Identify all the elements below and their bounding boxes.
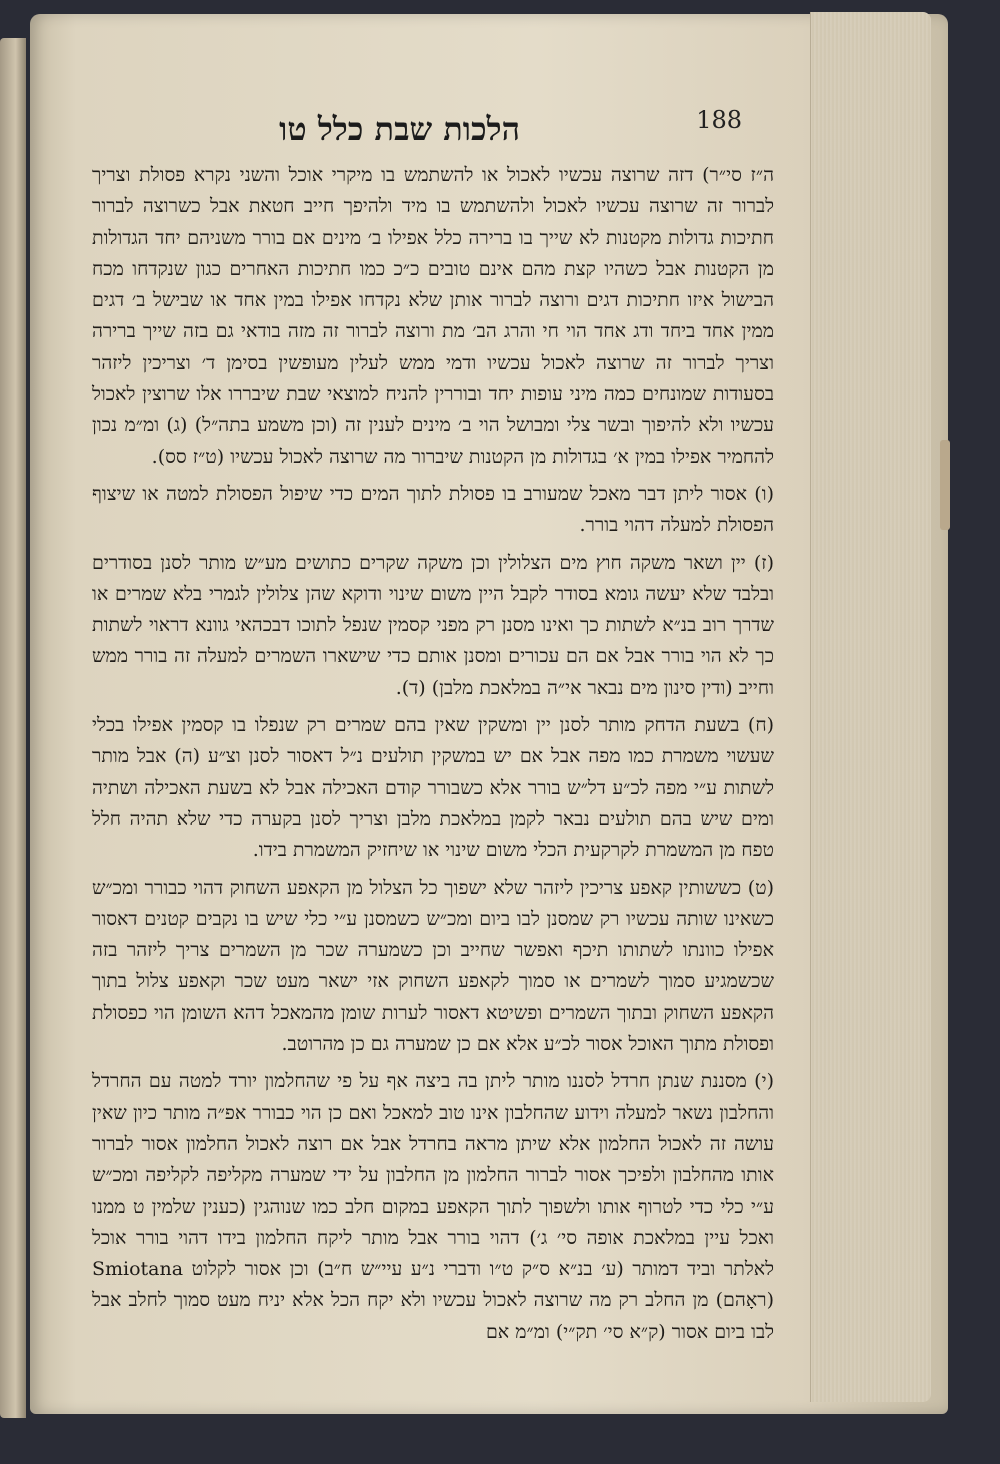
paragraph-7: (ז) יין ושאר משקה חוץ מים הצלולין וכן משקה שקרים כתושים מע״ש מותר לסנן בסודרים ובלבד שלא יעשה גומא בסודר לקבל היין משום שינוי ודוקא שהן צלולין לגמרי בלא שמרים או שדרך רוב בנ״א לשתות כך ואינו מסנן רק מפני קסמין שנפל לתוכו דבכהאי גוונא דראוי לשתות כך לא הוי בורר אבל אם הם עכורים ומסנן אותם כדי שישארו השמרים למעלה זה בורר ממש וחייב (ודין סינון מים נבאר אי״ה במלאכת מלבן) (ד). xyxy=(92,551,774,699)
paragraph-8: (ח) בשעת הדחק מותר לסנן יין ומשקין שאין בהם שמרים רק שנפלו בו קסמין אפילו בכלי שעשוי משמרת כמו מפה אבל אם יש במשקין תולעים נ״ל דאסור לסנן וצ״ע (ה) אבל מותר לשתות ע״י מפה לכ״ע דל״ש בורר אלא כשבורר קודם האכילה אבל לא בשעת האכילה ושתיה ומים שיש בהם תולעים נבאר לקמן במלאכת מלבן וצריך לסנן בקערה כדי שלא תהיה חלל טפח מן המשמרת לקרקעית הכלי משום שינוי או שיחזיק המשמרת בידו. xyxy=(92,714,774,862)
paragraph-6: (ו) אסור ליתן דבר מאכל שמעורב בו פסולת לתוך המים כדי שיפול הפסולת למטה או שיצוף הפסולת למעלה דהוי בורר. xyxy=(92,482,774,537)
page-header xyxy=(60,100,760,160)
left-page-edge xyxy=(0,38,26,1418)
paragraph-10: (י) מסננת שנתן חרדל לסננו מותר ליתן בה ביצה אף על פי שהחלמון יורד למטה עם החרדל והחלבון נשאר למעלה וידוע שהחלבון אינו טוב למאכל ואם כן הוי כבורר אפ״ה מותר כיון שאין עושה זה לאכול החלמון אלא שיתן מראה בחרדל אבל אם רוצה לאכול החלמון אסור לברור אותו מהחלבון ולפיכך אסור לברור החלמון מן החלבון על ידי שמערה מקליפה לקליפה ומכ״ש ע״י כלי כדי לטרוף אותו ולשפוך לתוך הקאפע במקום חלב כמו שנוהגין (כענין שלמין ט ממנו ואכל עיין במלאכת אופה סי׳ ג׳) דהוי בורר אבל מותר ליקח החלמון בידו דהוי בורר אוכל לאלתר וביד דמותר (ע׳ בנ״א ס״ק ט״ו ודברי נ״ע עיי״ש ח״ב) וכן אסור לקלוט Smiotana (ראָהם) מן החלב רק מה שרוצה לאכול עכשיו ולא יקח הכל אלא יניח מעט סמוך לחלב אבל לבו ביום אסור (ק״א סי׳ תק״י) ומ״מ אם xyxy=(92,1070,774,1343)
page-stack-edge xyxy=(810,12,931,1402)
paragraph-9: (ט) כששותין קאפע צריכין ליזהר שלא ישפוך כל הצלול מן הקאפע השחוק דהוי כבורר ומכ״ש כשאינו שותה עכשיו רק שמסנן לבו ביום ומכ״ש כשמסנן ע״י כלי שיש בו נקבים קטנים דאסור אפילו כוונתו לשתותו תיכף ואפשר שחייב וכן כשמערה שכר מן השמרים צריך ליזהר בזה שכשמגיע סמוך לשמרים או סמוך לקאפע השחוק אזי ישאר מעט שכר וקאפע צלול בתוך הקאפע השחוק ובתוך השמרים ופשיטא דאסור לערות שומן מהמאכל דהא השומן הוי כפסולת ופסולת מתוך האוכל אסור לכ״ע אלא אם כן שמערה גם כן מהרוטב. xyxy=(92,876,774,1056)
running-title: הלכות שבת כלל טו xyxy=(279,110,520,148)
paragraph-5: ה״ז סי״ר) דזה שרוצה עכשיו לאכול או להשתמש בו מיקרי אוכל והשני נקרא פסולת וצריך לברור זה שרוצה עכשיו לאכול ולהשתמש בו מיד ולהיפך חייב חטאת אבל כשרוצה לברור חתיכות גדולות מקטנות לא שייך בו ברירה כלל אפילו ב׳ מינים אם בורר משניהם יחד הגדולות מן הקטנות אבל כשהיו קצת מהם אינם טובים כ״כ כמו חתיכות האחרים כגון שנקדחו מכח הבישול איזו חתיכות דגים ורוצה לברור אותן שלא נקדחו אפילו במין אחד או שבישל ב׳ דגים ממין אחד ביחד ודג אחד הוי חי והרג הב׳ מת ורוצה לברור זה מזה בודאי גם בזה שייך ברירה וצריך לברור זה שרוצה לאכול עכשיו ודמי ממש לעלין מעופשין בסימן ד׳ וצריכין ליזהר בסעודות שמונחים כמה מיני עופות יחד ובוררין להניח למוצאי שבת שיבררו אלו שרוצין לאכול עכשיו ולא להיפוך ובשר צלי ומבושל הוי ב׳ מינים לענין זה (וכן משמע בתה״ל) (ג) ומ״מ נכון להחמיר אפילו במין א׳ בגדולות מן הקטנות שיברור מה שרוצה לאכול עכשיו (ט״ז סס). xyxy=(92,164,774,468)
body-text xyxy=(92,160,774,1354)
page-edge-damage xyxy=(940,440,950,530)
page-number: 188 xyxy=(696,106,742,134)
